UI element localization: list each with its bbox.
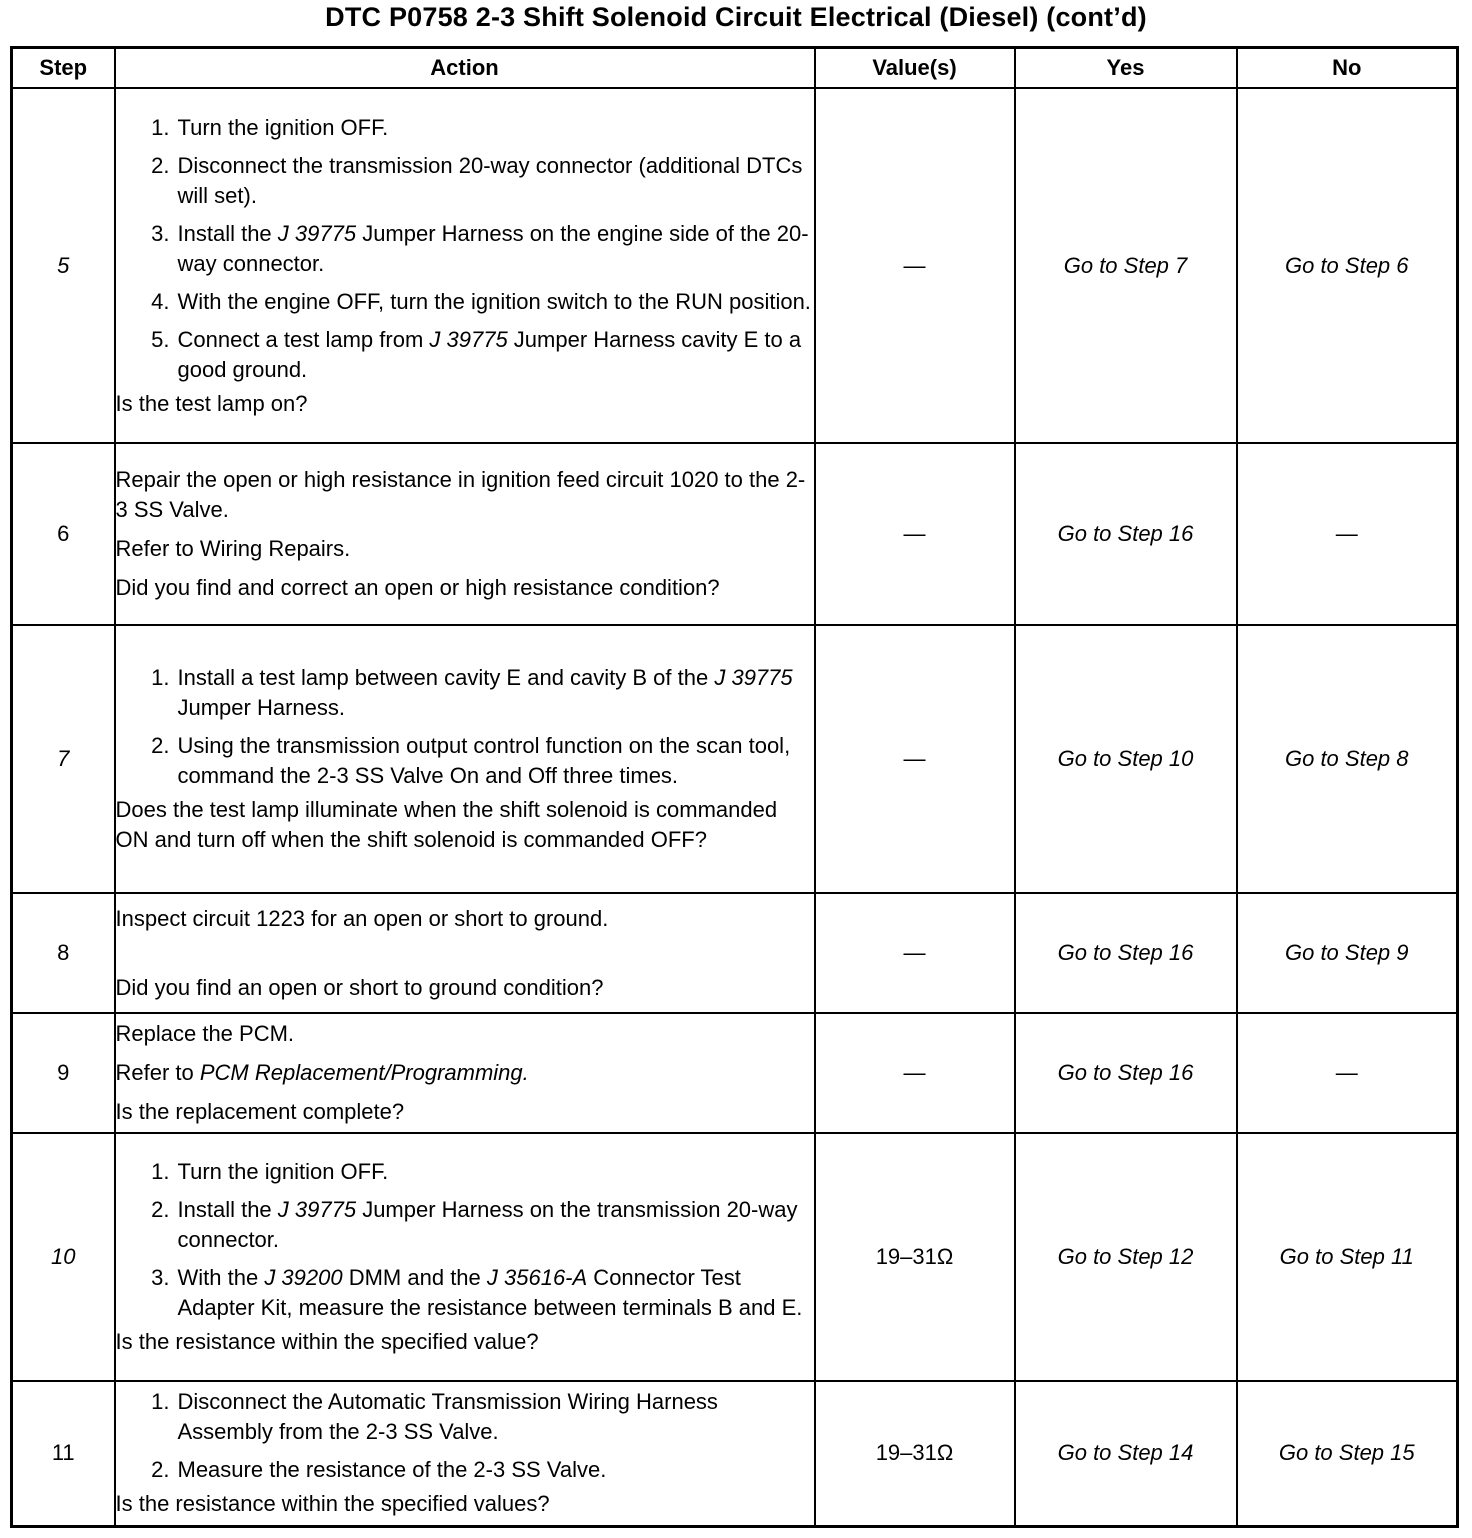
question: Did you find an open or short to ground condition? [115, 974, 604, 1000]
table-row [12, 625, 1458, 893]
value-cell: — [815, 1013, 1015, 1133]
question: Did you find and correct an open or high resistance condition? [115, 575, 720, 600]
action-text: Refer to Wiring Repairs. [115, 536, 351, 561]
header-yes: Yes [1015, 48, 1237, 89]
step-number: 8 [12, 893, 115, 1013]
action-text: Repair the open or high resistance in ignition feed circuit 1020 to the 2-3 SS Valve. [115, 467, 806, 522]
header-no: No [1237, 48, 1458, 89]
action-cell [115, 1381, 815, 1526]
step-number: 10 [12, 1133, 115, 1381]
table-row [12, 893, 1458, 1013]
question: Does the test lamp illuminate when the shift solenoid is commanded ON and turn off when the shift solenoid is commanded OFF? [115, 797, 778, 852]
no-cell: Go to Step 8 [1237, 625, 1458, 893]
step-number: 7 [12, 625, 115, 893]
yes-cell: Go to Step 14 [1015, 1381, 1237, 1526]
header-values: Value(s) [815, 48, 1015, 89]
list-item: 2. Disconnect the transmission 20-way connector (additional DTCs will set). [151, 152, 803, 208]
action-text: Refer to PCM Replacement/Programming. [115, 1060, 529, 1085]
header-step: Step [12, 48, 115, 89]
header-row [12, 48, 1458, 89]
action-text: Inspect circuit 1223 for an open or short to ground. [115, 905, 609, 931]
header-action: Action [115, 48, 815, 89]
no-cell: Go to Step 9 [1237, 893, 1458, 1013]
table-row [12, 443, 1458, 625]
step-number: 6 [12, 443, 115, 625]
list-item: 1. Install a test lamp between cavity E and cavity B of the J 39775 Jumper Harness. [151, 665, 793, 720]
list-item: 1. Disconnect the Automatic Transmission Wiring Harness Assembly from the 2-3 SS Valve. [151, 1389, 718, 1445]
question: Is the resistance within the specified value? [115, 1329, 539, 1354]
value-cell: 19–31Ω [815, 1381, 1015, 1526]
diagnostic-table [10, 46, 1459, 1528]
no-cell: Go to Step 11 [1237, 1133, 1458, 1381]
question: Is the replacement complete? [115, 1099, 405, 1124]
action-cell [115, 88, 815, 443]
action-cell [115, 1013, 815, 1133]
list-item: 3. With the J 39200 DMM and the J 35616-A Connector Test Adapter Kit, measure the resistance between terminals B and E. [151, 1265, 803, 1320]
list-item: 2. Measure the resistance of the 2-3 SS Valve. [151, 1457, 607, 1483]
list-item: 3. Install the J 39775 Jumper Harness on the engine side of the 20-way connector. [151, 220, 809, 276]
yes-cell: Go to Step 7 [1015, 88, 1237, 443]
value-cell: — [815, 88, 1015, 443]
no-cell: Go to Step 15 [1237, 1381, 1458, 1526]
action-cell [115, 1133, 815, 1381]
action-cell [115, 443, 815, 625]
no-cell: — [1237, 443, 1458, 625]
step-number: 11 [12, 1381, 115, 1526]
action-cell [115, 625, 815, 893]
step-number: 5 [12, 88, 115, 443]
table-row [12, 1133, 1458, 1381]
yes-cell: Go to Step 16 [1015, 1013, 1237, 1133]
value-cell: — [815, 893, 1015, 1013]
list-item: 1. Turn the ignition OFF. [151, 114, 389, 140]
value-cell: 19–31Ω [815, 1133, 1015, 1381]
list-item: 5. Connect a test lamp from J 39775 Jumper Harness cavity E to a good ground. [151, 326, 802, 382]
action-text: Replace the PCM. [115, 1021, 295, 1046]
question: Is the test lamp on? [115, 390, 308, 416]
value-cell: — [815, 625, 1015, 893]
yes-cell: Go to Step 16 [1015, 443, 1237, 625]
yes-cell: Go to Step 16 [1015, 893, 1237, 1013]
step-number: 9 [12, 1013, 115, 1133]
table-row [12, 1381, 1458, 1526]
list-item: 4. With the engine OFF, turn the ignition switch to the RUN position. [151, 288, 811, 314]
yes-cell: Go to Step 10 [1015, 625, 1237, 893]
list-item: 1. Turn the ignition OFF. [151, 1159, 389, 1184]
yes-cell: Go to Step 12 [1015, 1133, 1237, 1381]
page-title: DTC P0758 2-3 Shift Solenoid Circuit Electrical (Diesel) (cont’d) [325, 2, 1147, 32]
table-row [12, 1013, 1458, 1133]
list-item: 2. Using the transmission output control function on the scan tool, command the 2-3 SS Valve On and Off three times. [151, 733, 791, 788]
table-row [12, 88, 1458, 443]
question: Is the resistance within the specified values? [115, 1491, 550, 1517]
action-cell [115, 893, 815, 1013]
list-item: 2. Install the J 39775 Jumper Harness on the transmission 20-way connector. [151, 1197, 798, 1252]
no-cell: Go to Step 6 [1237, 88, 1458, 443]
no-cell: — [1237, 1013, 1458, 1133]
value-cell: — [815, 443, 1015, 625]
